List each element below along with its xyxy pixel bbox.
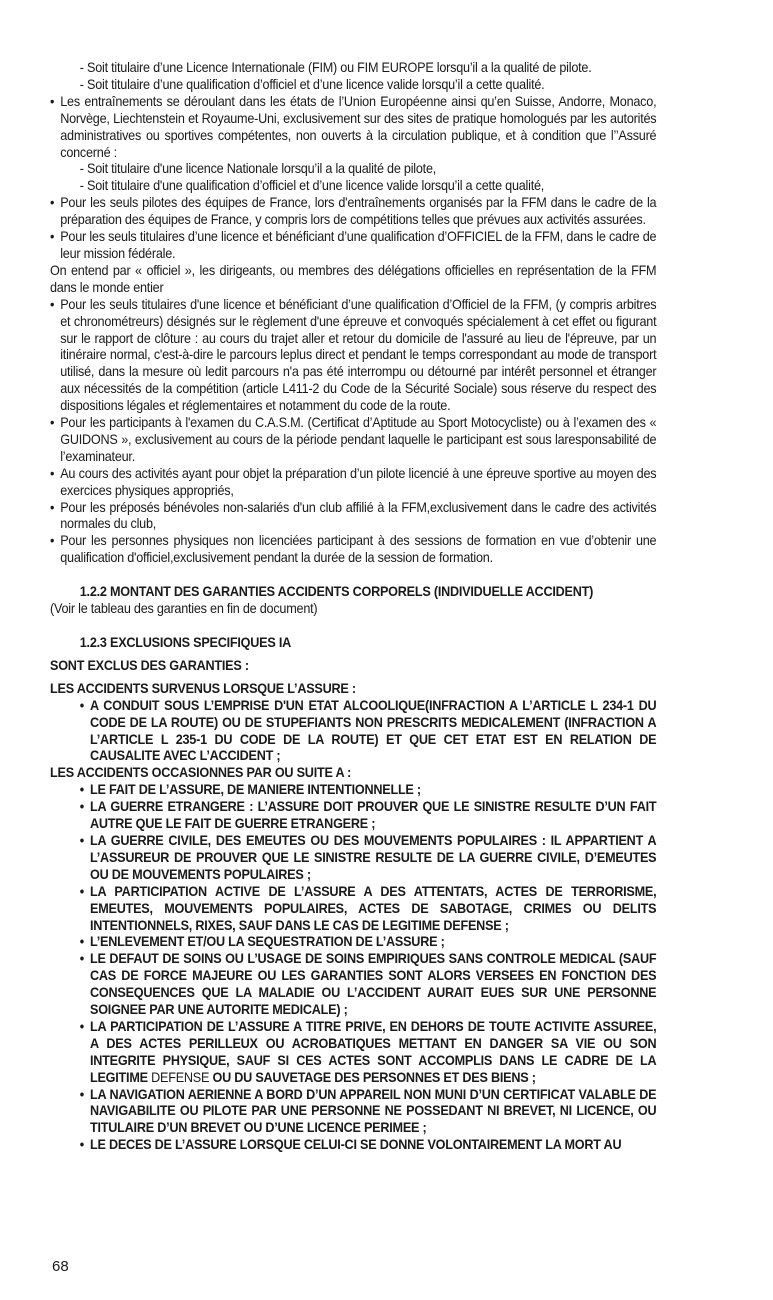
intro-sub-item: - Soit titulaire d’une qualification d’officiel et d’une licence valide lorsqu’il a cette qualité. [79, 76, 545, 92]
lorsque-heading: LES ACCIDENTS SURVENUS LORSQUE L’ASSURE : [50, 680, 356, 696]
exclusion-item: • A CONDUIT SOUS L’EMPRISE D'UN ETAT ALCOOLIQUE(INFRACTION A L’ARTICLE L 234-1 DU CODE DE LA ROUTE) OU DE STUPEFIANTS NON PRESCRITS MEDICALEMENT (INFRACTION A L’ARTICLE L 235-1 DU CODE DE LA ROUTE) ET QUE CET ETAT EST EN RELATION DE CAUSALITE AVEC L’ACCIDENT ; [50, 698, 656, 766]
section-122-title: 1.2.2 MONTANT DES GARANTIES ACCIDENTS CORPORELS (INDIVIDUELLE ACCIDENT) [79, 584, 594, 600]
exclusion-item: • LE DEFAUT DE SOINS OU L’USAGE DE SOINS EMPIRIQUES SANS CONTROLE MEDICAL (SAUF CAS DE FORCE MAJEURE OU LES GARANTIES SONT ALORS VERSEES EN FONCTION DES CONSEQUENCES QUE LA MALADIE OU L’ACCIDENT AURAIT EUES SUR UNE PERSONNE SOIGNEE PAR UNE AUTORITE MEDICALE) ; [50, 951, 656, 1019]
exclusion-item [50, 1019, 656, 1087]
section-122-note: (Voir le tableau des garanties en fin de document) [50, 601, 318, 617]
bullet-training: • Les entraînements se déroulant dans les états de l’Union Européenne ainsi qu’en Suisse, Andorre, Monaco, Norvège, Liechtenstein et Royaume-Uni, exclusivement sur des sites de pratique homologués par les autorités administratives ou sportives compétentes, non ouverts à la circulation publique, et à condition que l’’Assuré concerné : [50, 94, 656, 162]
training-sub-item: - Soit titulaire d'une licence Nationale lorsqu’il a la qualité de pilote, [79, 161, 437, 177]
bullet-item: • Pour les seuls titulaires d'une licence et bénéficiant d’une qualification d’Officiel de la FFM, (y compris arbitres et chronométreurs) désignés sur le règlement d'une épreuve et convoqués spécialement à cet effet ou figurant sur le rapport de clôture : au cours du trajet aller et retour du domicile de l'assuré au lieu de l'épreuve, par un itinéraire normal, c'est-à-dire le parcours leplus direct et pendant le temps correspondant au mode de transport utilisé, dans la mesure où ledit parcours n'a pas été interrompu ou détourné par intérêt personnel et étranger aux nécessités de la compétition (article L411-2 du Code de la Sécurité Sociale) sous réserve du respect des dispositions légales et réglementaires et notamment du code de la route. [50, 297, 656, 415]
training-sub-item: - Soit titulaire d'une qualification d’officiel et d’une licence valide lorsqu’il a cette qualité, [79, 178, 545, 194]
exclusion-text: LA PARTICIPATION DE L’ASSURE A TITRE PRIVE, EN DEHORS DE TOUTE ACTIVITE ASSUREE, A DES ACTES PERILLEUX OU ACROBATIQUES METTANT EN DANGER SA VIE OU SON INTEGRITE PHYSIQUE, SAUF SI CES ACTES SONT ACCOMPLIS DANS LE CADRE DE LA LEGITIME [89, 1018, 657, 1085]
exclusion-item: • LE DECES DE L’ASSURE LORSQUE CELUI-CI SE DONNE VOLONTAIREMENT LA MORT AU [50, 1137, 656, 1154]
exclusion-item: • LA GUERRE CIVILE, DES EMEUTES OU DES MOUVEMENTS POPULAIRES : IL APPARTIENT A L’ASSUREUR DE PROUVER QUE LE SINISTRE RESULTE DE LA GUERRE CIVILE, D’EMEUTES OU DE MOUVEMENTS POPULAIRES ; [50, 833, 656, 884]
exclusion-item: • LA PARTICIPATION ACTIVE DE L’ASSURE A DES ATTENTATS, ACTES DE TERRORISME, EMEUTES, MOUVEMENTS POPULAIRES, ACTES DE SABOTAGE, CRIMES OU DELITS INTENTIONNELS, RIXES, SAUF DANS LE CAS DE LEGITIME DEFENSE ; [50, 884, 656, 935]
bullet-item: • Pour les seuls pilotes des équipes de France, lors d'entraînements organisés par la FFM dans le cadre de la préparation des équipes de France, y compris lors de compétitions telles que prévues aux activités assurées. [50, 195, 656, 229]
occasionnes-heading: LES ACCIDENTS OCCASIONNES PAR OU SUITE A : [50, 765, 352, 781]
exclusion-text: OU DU SAUVETAGE DES PERSONNES ET DES BIENS ; [209, 1069, 536, 1085]
page-number: 68 [52, 1258, 69, 1275]
excluded-heading: SONT EXCLUS DES GARANTIES : [50, 657, 249, 673]
section-123-title: 1.2.3 EXCLUSIONS SPECIFIQUES IA [79, 635, 292, 650]
officiel-note: On entend par « officiel », les dirigeants, ou membres des délégations officielles en représentation de la FFM dans le monde entier [50, 262, 657, 295]
exclusion-item: • LA NAVIGATION AERIENNE A BORD D’UN APPAREIL NON MUNI D’UN CERTIFICAT VALABLE DE NAVIGABILITE OU PILOTE PAR UNE PERSONNE NE POSSEDANT NI BREVET, NI LICENCE, OU TITULAIRE D’UN BREVET OU D’UNE LICENCE PERIMEE ; [50, 1087, 656, 1138]
exclusion-text-normal: DEFENSE [151, 1069, 210, 1085]
bullet-item: • Pour les participants à l'examen du C.A.S.M. (Certificat d’Aptitude au Sport Motocycliste) ou à l’examen des « GUIDONS », exclusivement au cours de la période pendant laquelle le participant est sous laresponsabilité de l’examinateur. [50, 415, 656, 466]
exclusion-item: • L’ENLEVEMENT ET/OU LA SEQUESTRATION DE L’ASSURE ; [50, 934, 656, 951]
exclusion-item: • LA GUERRE ETRANGERE : L’ASSURE DOIT PROUVER QUE LE SINISTRE RESULTE D’UN FAIT AUTRE QUE LE FAIT DE GUERRE ETRANGERE ; [50, 799, 656, 833]
intro-sub-item: - Soit titulaire d’une Licence Internationale (FIM) ou FIM EUROPE lorsqu’il a la qualité de pilote. [79, 60, 592, 75]
exclusion-item: • LE FAIT DE L’ASSURE, DE MANIERE INTENTIONNELLE ; [50, 782, 656, 799]
bullet-item: • Au cours des activités ayant pour objet la préparation d’un pilote licencié à une épreuve sportive au moyen des exercices physiques appropriés, [50, 466, 656, 500]
document-page [50, 60, 656, 1154]
bullet-item: • Pour les personnes physiques non licenciées participant à des sessions de formation en vue d’obtenir une qualification d'officiel,exclusivement pendant la durée de la session de formation. [50, 533, 656, 567]
bullet-item: • Pour les préposés bénévoles non-salariés d'un club affilié à la FFM,exclusivement dans le cadre des activités normales du club, [50, 500, 656, 534]
bullet-item: • Pour les seuls titulaires d’une licence et bénéficiant d’une qualification d’OFFICIEL de la FFM, dans le cadre de leur mission fédérale. [50, 229, 656, 263]
